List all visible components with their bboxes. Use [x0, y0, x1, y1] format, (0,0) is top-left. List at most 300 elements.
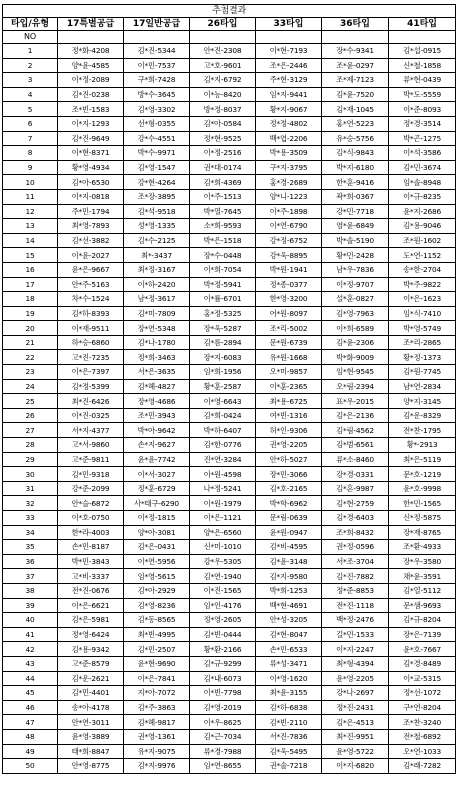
row-number-cell: 25 [3, 394, 58, 409]
row-number-cell: 38 [3, 583, 58, 598]
type-41-winner-cell: 이*석-3586 [389, 146, 456, 161]
type-36-winner-cell: 오*림-2394 [322, 379, 389, 394]
special-17-winner-cell: 하*승-6860 [58, 335, 124, 350]
table-row [3, 233, 456, 248]
special-17-winner-cell: 이*윤-2027 [58, 248, 124, 263]
blank-cell [58, 31, 124, 44]
type-41-winner-cell: 남*연-2834 [389, 379, 456, 394]
type-26-winner-cell: 이*정-2516 [190, 146, 256, 161]
general-17-winner-cell: 지*아-7072 [124, 686, 190, 701]
type-36-winner-cell: 김*흔-9987 [322, 481, 389, 496]
row-number-cell: 26 [3, 408, 58, 423]
type-41-winner-cell: 김*운-8329 [389, 408, 456, 423]
type-41-winner-cell: 정*경-3514 [389, 116, 456, 131]
type-36-winner-cell: 조*희-8432 [322, 525, 389, 540]
general-17-winner-cell: 이*은-7841 [124, 671, 190, 686]
no-label: NO [3, 31, 58, 44]
general-17-winner-cell: 유*지-9075 [124, 744, 190, 759]
table-row [3, 496, 456, 511]
general-17-winner-cell: 김*진-5344 [124, 44, 190, 59]
table-row [3, 379, 456, 394]
type-26-winner-cell: 김*규-9299 [190, 656, 256, 671]
header-41-type: 41타입 [389, 18, 456, 31]
row-number-cell: 22 [3, 350, 58, 365]
row-number-cell: 48 [3, 729, 58, 744]
type-41-winner-cell: 전*찬-1795 [389, 423, 456, 438]
type-41-winner-cell: 임*식-7410 [389, 306, 456, 321]
type-41-winner-cell: 김*규-8204 [389, 613, 456, 628]
table-row [3, 759, 456, 774]
type-41-winner-cell: 김*열-5112 [389, 583, 456, 598]
type-36-winner-cell: 정*준-8853 [322, 583, 389, 598]
type-33-winner-cell: 정*정-4802 [256, 116, 322, 131]
type-41-winner-cell: 문*호-1219 [389, 467, 456, 482]
type-36-winner-cell: 이*희-6589 [322, 321, 389, 336]
general-17-winner-cell: 김*영-8236 [124, 598, 190, 613]
type-41-winner-cell: 조*찬-3240 [389, 715, 456, 730]
row-number-cell: 10 [3, 175, 58, 190]
type-33-winner-cell: 조*리-5002 [256, 321, 322, 336]
type-36-winner-cell: 강*나-2697 [322, 686, 389, 701]
type-33-winner-cell: 최*용-6725 [256, 394, 322, 409]
type-33-winner-cell: 김*현-8047 [256, 627, 322, 642]
type-41-winner-cell: 장*우-3580 [389, 554, 456, 569]
header-17-general: 17일반공급 [124, 18, 190, 31]
type-41-winner-cell: 조*원-1602 [389, 233, 456, 248]
row-number-cell: 16 [3, 262, 58, 277]
special-17-winner-cell: 이*호-0750 [58, 511, 124, 526]
type-26-winner-cell: 이*원-4598 [190, 467, 256, 482]
table-row [3, 116, 456, 131]
table-row [3, 394, 456, 409]
general-17-winner-cell: 김*석-9518 [124, 204, 190, 219]
table-row [3, 87, 456, 102]
type-33-winner-cell: 윤*원-0947 [256, 525, 322, 540]
type-36-winner-cell: 김*은-4513 [322, 715, 389, 730]
type-41-winner-cell: 윤*지-2686 [389, 204, 456, 219]
special-17-winner-cell: 윤*영-3889 [58, 729, 124, 744]
general-17-winner-cell: 김*아-2929 [124, 583, 190, 598]
special-17-winner-cell: 김*선-3882 [58, 233, 124, 248]
table-row [3, 613, 456, 628]
type-41-winner-cell: 최*은-5119 [389, 452, 456, 467]
type-36-winner-cell: 표*우-2015 [322, 394, 389, 409]
special-17-winner-cell: 최*진-6426 [58, 394, 124, 409]
type-26-winner-cell: 황*환-2166 [190, 642, 256, 657]
type-36-winner-cell: 김*경-6403 [322, 511, 389, 526]
type-36-winner-cell: 염*윤-6849 [322, 219, 389, 234]
general-17-winner-cell: 김*영-1547 [124, 160, 190, 175]
type-41-winner-cell: 김*래-7282 [389, 759, 456, 774]
table-row [3, 481, 456, 496]
type-33-winner-cell: 유*원-1668 [256, 350, 322, 365]
general-17-winner-cell: 성*영-1335 [124, 219, 190, 234]
type-36-winner-cell: 황*민-2428 [322, 248, 389, 263]
row-number-cell: 36 [3, 554, 58, 569]
table-row [3, 452, 456, 467]
general-17-winner-cell: 임*영-5615 [124, 569, 190, 584]
table-row [3, 583, 456, 598]
type-33-winner-cell: 류*성-3471 [256, 656, 322, 671]
row-number-cell: 39 [3, 598, 58, 613]
row-number-cell: 49 [3, 744, 58, 759]
special-17-winner-cell: 안*영-8775 [58, 759, 124, 774]
table-row [3, 175, 456, 190]
row-number-cell: 6 [3, 116, 58, 131]
type-41-winner-cell: 박*곤-1275 [389, 131, 456, 146]
special-17-winner-cell: 고*준-9811 [58, 452, 124, 467]
row-number-cell: 47 [3, 715, 58, 730]
type-26-winner-cell: 이*주-1513 [190, 189, 256, 204]
type-36-winner-cell: 김*영-7963 [322, 306, 389, 321]
general-17-winner-cell: 사*태구-6290 [124, 496, 190, 511]
type-33-winner-cell: 구*지-3795 [256, 160, 322, 175]
special-17-winner-cell: 이*은-6621 [58, 598, 124, 613]
special-17-winner-cell: 황*영-4934 [58, 160, 124, 175]
table-row [3, 686, 456, 701]
general-17-winner-cell: 권*영-1361 [124, 729, 190, 744]
type-26-winner-cell: 김*희-0424 [190, 408, 256, 423]
general-17-winner-cell: 선*형-0355 [124, 116, 190, 131]
type-33-winner-cell: 백*엽-2206 [256, 131, 322, 146]
table-row [3, 408, 456, 423]
special-17-winner-cell: 안*슬-6872 [58, 496, 124, 511]
type-26-winner-cell: 신*미-1010 [190, 540, 256, 555]
table-row [3, 160, 456, 175]
blank-cell [389, 31, 456, 44]
type-41-winner-cell: 황*정-1373 [389, 350, 456, 365]
table-row [3, 729, 456, 744]
type-36-winner-cell: 장*수-9341 [322, 44, 389, 59]
table-row [3, 467, 456, 482]
type-33-winner-cell: 강*정-6752 [256, 233, 322, 248]
type-26-winner-cell: 정*현-9525 [190, 131, 256, 146]
type-41-winner-cell: 박*도-5559 [389, 87, 456, 102]
table-row [3, 131, 456, 146]
table-row [3, 146, 456, 161]
special-17-winner-cell: 정*영-6424 [58, 627, 124, 642]
type-33-winner-cell: 박*희-1253 [256, 583, 322, 598]
type-36-winner-cell: 박*솔-5190 [322, 233, 389, 248]
row-number-cell: 9 [3, 160, 58, 175]
type-26-winner-cell: 김*지-6792 [190, 73, 256, 88]
type-36-winner-cell: 윤*영-2205 [322, 671, 389, 686]
special-17-winner-cell: 김*정-5399 [58, 379, 124, 394]
table-row [3, 598, 456, 613]
row-number-cell: 32 [3, 496, 58, 511]
type-33-winner-cell: 김*욱-5495 [256, 744, 322, 759]
type-36-winner-cell: 김*범-6561 [322, 438, 389, 453]
general-17-winner-cell: 김*나-1780 [124, 335, 190, 350]
type-41-winner-cell: 송*한-2704 [389, 262, 456, 277]
type-26-winner-cell: 김*근-7034 [190, 729, 256, 744]
type-41-winner-cell: 김*용-9046 [389, 219, 456, 234]
type-41-winner-cell: 황*-2913 [389, 438, 456, 453]
type-26-winner-cell: 장*수-0448 [190, 248, 256, 263]
special-17-winner-cell: 고*준-8579 [58, 656, 124, 671]
row-number-cell: 2 [3, 58, 58, 73]
table-row [3, 189, 456, 204]
general-17-winner-cell: 조*민-3943 [124, 408, 190, 423]
row-number-cell: 28 [3, 438, 58, 453]
type-33-winner-cell: 허*인-9306 [256, 423, 322, 438]
type-41-winner-cell: 신*철-1858 [389, 58, 456, 73]
type-36-winner-cell: 서*조-3704 [322, 554, 389, 569]
row-number-cell: 4 [3, 87, 58, 102]
type-36-winner-cell: 설*훈-0827 [322, 292, 389, 307]
table-row [3, 73, 456, 88]
row-number-cell: 12 [3, 204, 58, 219]
type-36-winner-cell: 김*은-2136 [322, 408, 389, 423]
table-row [3, 248, 456, 263]
type-33-winner-cell: 이*현-7193 [256, 44, 322, 59]
table-row [3, 44, 456, 59]
type-41-winner-cell: 문*샘-9693 [389, 598, 456, 613]
table-row [3, 58, 456, 73]
row-number-cell: 8 [3, 146, 58, 161]
type-36-winner-cell: 최*진-9951 [322, 729, 389, 744]
type-33-winner-cell: 김*빈-2110 [256, 715, 322, 730]
type-26-winner-cell: 류*경-7988 [190, 744, 256, 759]
special-17-winner-cell: 이*정-2089 [58, 73, 124, 88]
table-row [3, 511, 456, 526]
type-41-winner-cell: 이*규-8235 [389, 189, 456, 204]
type-33-winner-cell: 서*진-7836 [256, 729, 322, 744]
type-36-winner-cell: 류*소-8460 [322, 452, 389, 467]
general-17-winner-cell: 김*동-8565 [124, 613, 190, 628]
type-36-winner-cell: 길*민-1533 [322, 627, 389, 642]
general-17-winner-cell: 이*민-7537 [124, 58, 190, 73]
type-41-winner-cell: 한*민-1565 [389, 496, 456, 511]
type-36-winner-cell: 정*진-2431 [322, 700, 389, 715]
type-41-winner-cell: 양*지-3145 [389, 394, 456, 409]
type-26-winner-cell: 이*희-7054 [190, 262, 256, 277]
type-33-winner-cell: 백*현-4691 [256, 598, 322, 613]
general-17-winner-cell: 이*서-3027 [124, 467, 190, 482]
type-36-winner-cell: 강*민-7718 [322, 204, 389, 219]
general-17-winner-cell: 박*수-9971 [124, 146, 190, 161]
table-row [3, 365, 456, 380]
type-33-winner-cell: 박*용-3509 [256, 146, 322, 161]
general-17-winner-cell: 김*은-0431 [124, 540, 190, 555]
type-33-winner-cell: 이*영-1620 [256, 671, 322, 686]
special-17-winner-cell: 이*진-0325 [58, 408, 124, 423]
header-type: 타입/유형 [3, 18, 58, 31]
row-number-cell: 33 [3, 511, 58, 526]
type-26-winner-cell: 김*영-2019 [190, 700, 256, 715]
type-33-winner-cell: 손*민-6533 [256, 642, 322, 657]
type-26-winner-cell: 이*원-1979 [190, 496, 256, 511]
special-17-winner-cell: 안*주-5163 [58, 277, 124, 292]
row-number-cell: 7 [3, 131, 58, 146]
type-33-winner-cell: 최*윤-3155 [256, 686, 322, 701]
table-row [3, 219, 456, 234]
general-17-winner-cell: 김*영-3302 [124, 102, 190, 117]
table-row [3, 335, 456, 350]
results-sheet [2, 4, 455, 774]
row-number-cell: 13 [3, 219, 58, 234]
type-33-winner-cell: 안*성-3205 [256, 613, 322, 628]
type-33-winner-cell: 김*지-9580 [256, 569, 322, 584]
special-17-winner-cell: 송*아-4178 [58, 700, 124, 715]
special-17-winner-cell: 김*진-0238 [58, 87, 124, 102]
row-number-cell: 27 [3, 423, 58, 438]
type-26-winner-cell: 김*아-0584 [190, 116, 256, 131]
type-26-winner-cell: 김*내-6073 [190, 671, 256, 686]
type-33-winner-cell: 김*윤-3148 [256, 554, 322, 569]
table-row [3, 627, 456, 642]
header-17-special: 17특별공급 [58, 18, 124, 31]
row-number-cell: 31 [3, 481, 58, 496]
row-number-cell: 40 [3, 613, 58, 628]
type-26-winner-cell: 나*정-5241 [190, 481, 256, 496]
type-36-winner-cell: 김*현-2759 [322, 496, 389, 511]
type-33-winner-cell: 오*미-9857 [256, 365, 322, 380]
type-41-winner-cell: 김*경-8489 [389, 656, 456, 671]
row-number-cell: 29 [3, 452, 58, 467]
table-row [3, 656, 456, 671]
type-26-winner-cell: 임*인-4176 [190, 598, 256, 613]
table-row [3, 554, 456, 569]
type-36-winner-cell: 박*화-9009 [322, 350, 389, 365]
table-row [3, 306, 456, 321]
special-17-winner-cell: 주*민-1794 [58, 204, 124, 219]
type-33-winner-cell: 김*비-4595 [256, 540, 322, 555]
type-36-winner-cell: 이*지-6820 [322, 759, 389, 774]
type-36-winner-cell: 김*진-7882 [322, 569, 389, 584]
table-row [3, 525, 456, 540]
table-row [3, 700, 456, 715]
table-row [3, 744, 456, 759]
general-17-winner-cell: 김*혜-9817 [124, 715, 190, 730]
type-41-winner-cell: 임*솔-8948 [389, 175, 456, 190]
type-26-winner-cell: 김*한-0776 [190, 438, 256, 453]
general-17-winner-cell: 최*-3437 [124, 248, 190, 263]
type-33-winner-cell: 강*욱-8895 [256, 248, 322, 263]
type-33-winner-cell: 권*술-7218 [256, 759, 322, 774]
type-33-winner-cell: 주*현-3129 [256, 73, 322, 88]
special-17-winner-cell: 김*하-8393 [58, 306, 124, 321]
general-17-winner-cell: 조*장-3895 [124, 189, 190, 204]
type-36-winner-cell: 강*경-0331 [322, 467, 389, 482]
type-26-winner-cell: 박*은-1518 [190, 233, 256, 248]
general-17-winner-cell: 남*정-3617 [124, 292, 190, 307]
special-17-winner-cell: 이*은-7397 [58, 365, 124, 380]
type-36-winner-cell: 전*진-1118 [322, 598, 389, 613]
blank-cell [322, 31, 389, 44]
special-17-winner-cell: 이*재-9511 [58, 321, 124, 336]
type-33-winner-cell: 여*빈-1316 [256, 408, 322, 423]
type-36-winner-cell: 이*정-9707 [322, 277, 389, 292]
type-26-winner-cell: 박*열-7645 [190, 204, 256, 219]
type-41-winner-cell: 오*연-1033 [389, 744, 456, 759]
general-17-winner-cell: 강*수-4551 [124, 131, 190, 146]
type-26-winner-cell: 방*정-8037 [190, 102, 256, 117]
table-title: 추첨결과 [3, 5, 456, 18]
special-17-winner-cell: 안*연-3011 [58, 715, 124, 730]
row-number-cell: 3 [3, 73, 58, 88]
type-41-winner-cell: 류*현-0439 [389, 73, 456, 88]
type-36-winner-cell: 한*훈-9416 [322, 175, 389, 190]
general-17-winner-cell: 김*지-9976 [124, 759, 190, 774]
type-26-winner-cell: 안*진-2308 [190, 44, 256, 59]
table-row [3, 277, 456, 292]
special-17-winner-cell: 조*빈-1583 [58, 102, 124, 117]
type-41-winner-cell: 정*선-1072 [389, 686, 456, 701]
type-41-winner-cell: 조*환-4933 [389, 540, 456, 555]
general-17-winner-cell: 김*수-2125 [124, 233, 190, 248]
type-36-winner-cell: 조*윤-0297 [322, 58, 389, 73]
row-number-cell: 43 [3, 656, 58, 671]
special-17-winner-cell: 차*수-1524 [58, 292, 124, 307]
row-number-cell: 23 [3, 365, 58, 380]
type-41-winner-cell: 김*민-3674 [389, 160, 456, 175]
general-17-winner-cell: 강*현-4264 [124, 175, 190, 190]
type-33-winner-cell: 홍*경-2689 [256, 175, 322, 190]
general-17-winner-cell: 손*지-9627 [124, 438, 190, 453]
special-17-winner-cell: 정*화-4208 [58, 44, 124, 59]
row-number-cell: 34 [3, 525, 58, 540]
type-33-winner-cell: 김*하-6838 [256, 700, 322, 715]
special-17-winner-cell: 한*라-4003 [58, 525, 124, 540]
special-17-winner-cell: 손*민-8187 [58, 540, 124, 555]
type-36-winner-cell: 유*승-5756 [322, 131, 389, 146]
type-36-winner-cell: 김*식-9843 [322, 146, 389, 161]
row-number-cell: 35 [3, 540, 58, 555]
row-number-cell: 46 [3, 700, 58, 715]
general-17-winner-cell: 윤*윤-7742 [124, 452, 190, 467]
type-26-winner-cell: 임*희-1956 [190, 365, 256, 380]
row-number-cell: 20 [3, 321, 58, 336]
type-36-winner-cell: 최*형-4394 [322, 656, 389, 671]
type-33-winner-cell: 이*훈-2365 [256, 379, 322, 394]
special-17-winner-cell: 이*현-8371 [58, 146, 124, 161]
type-41-winner-cell: 장*재-8765 [389, 525, 456, 540]
special-17-winner-cell: 김*아-6530 [58, 175, 124, 190]
table-row [3, 540, 456, 555]
table-row [3, 671, 456, 686]
header-36-type: 36타입 [322, 18, 389, 31]
general-17-winner-cell: 양*아-3081 [124, 525, 190, 540]
table-row [3, 423, 456, 438]
type-36-winner-cell: 조*제-7123 [322, 73, 389, 88]
type-26-winner-cell: 양*은-6560 [190, 525, 256, 540]
general-17-winner-cell: 장*영-4686 [124, 394, 190, 409]
type-26-winner-cell: 이*률-6701 [190, 292, 256, 307]
general-17-winner-cell: 김*주-3863 [124, 700, 190, 715]
type-33-winner-cell: 한*영-3200 [256, 292, 322, 307]
type-33-winner-cell: 조*은-2446 [256, 58, 322, 73]
row-number-cell: 21 [3, 335, 58, 350]
type-41-winner-cell: 박*주-9822 [389, 277, 456, 292]
type-36-winner-cell: 임*현-9545 [322, 365, 389, 380]
general-17-winner-cell: 김*민-2507 [124, 642, 190, 657]
general-17-winner-cell: 이*하-2420 [124, 277, 190, 292]
type-33-winner-cell: 문*원-6739 [256, 335, 322, 350]
special-17-winner-cell: 김*용-9342 [58, 642, 124, 657]
type-36-winner-cell: 김*림-4562 [322, 423, 389, 438]
header-26-type: 26타입 [190, 18, 256, 31]
special-17-winner-cell: 고*비-3337 [58, 569, 124, 584]
special-17-winner-cell: 전*진-0676 [58, 583, 124, 598]
type-33-winner-cell: 황*지-9067 [256, 102, 322, 117]
type-26-winner-cell: 이*영-6643 [190, 394, 256, 409]
type-33-winner-cell: 어*원-8097 [256, 306, 322, 321]
type-41-winner-cell: 이*은-1623 [389, 292, 456, 307]
type-33-winner-cell: 박*원-1941 [256, 262, 322, 277]
type-33-winner-cell: 김*호-2165 [256, 481, 322, 496]
type-41-winner-cell: 박*영-5749 [389, 321, 456, 336]
